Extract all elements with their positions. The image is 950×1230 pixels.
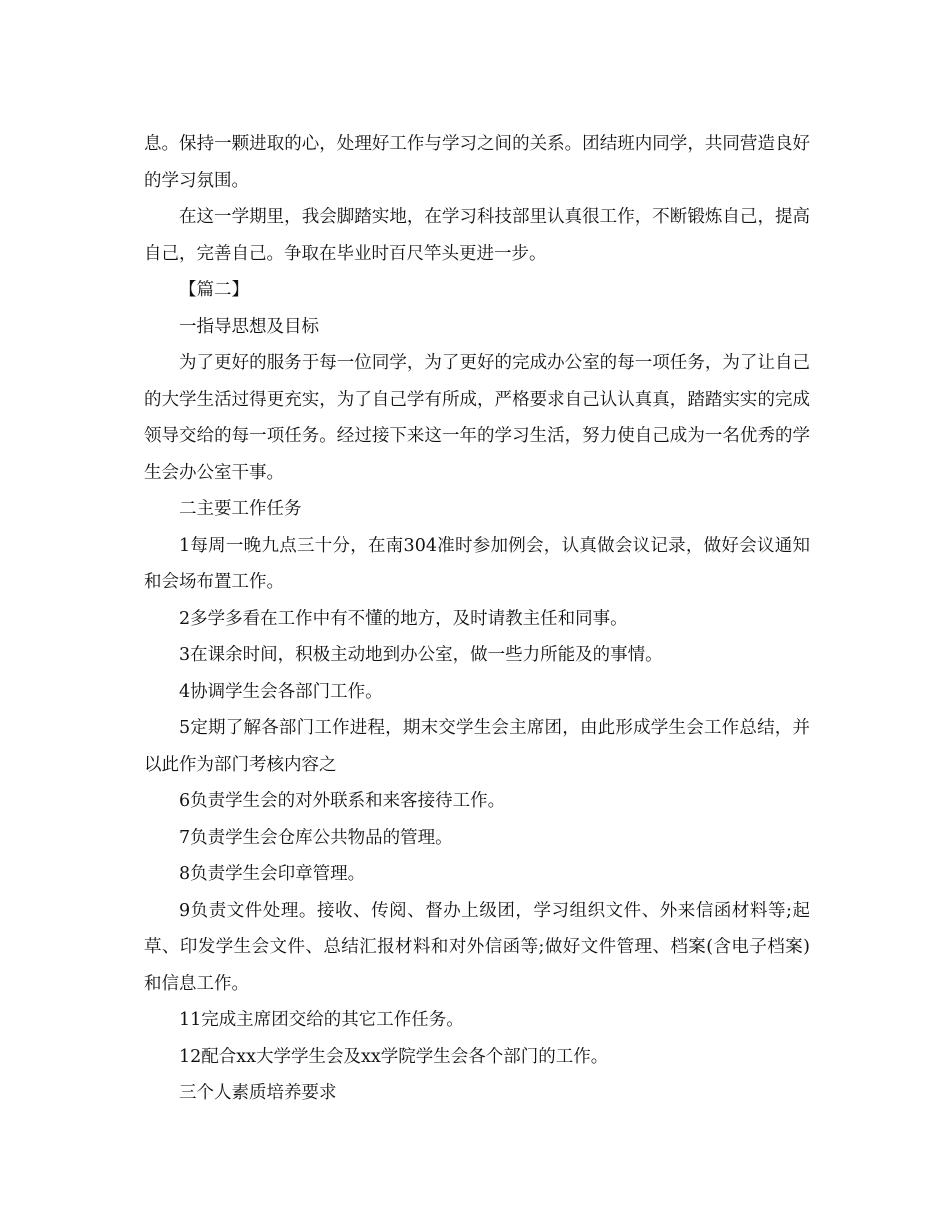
paragraph: 为了更好的服务于每一位同学，为了更好的完成办公室的每一项任务，为了让自己的大学生活过得更充实，为了自己学有所成，严格要求自己认认真真，踏踏实实的完成领导交给的每一项任务。经过接下来这一年的学习生活，努力使自己成为一名优秀的学生会办公室干事。 <box>144 353 810 483</box>
paragraph: 在这一学期里，我会脚踏实地，在学习科技部里认真很工作，不断锻炼自己，提高自己，完善自己。争取在毕业时百尺竿头更进一步。 <box>144 207 810 264</box>
list-item: 8负责学生会印章管理。 <box>179 864 366 884</box>
document-body <box>144 126 810 1112</box>
list-item: 5定期了解各部门工作进程，期末交学生会主席团，由此形成学生会工作总结，并以此作为部门考核内容之 <box>144 718 810 775</box>
section-heading: 二主要工作任务 <box>179 499 302 519</box>
section-heading: 三个人素质培养要求 <box>179 1083 337 1103</box>
list-item: 9负责文件处理。接收、传阅、督办上级团，学习组织文件、外来信函材料等;起草、印发学生会文件、总结汇报材料和对外信函等;做好文件管理、档案(含电子档案)和信息工作。 <box>144 900 810 994</box>
list-item: 6负责学生会的对外联系和来客接待工作。 <box>179 791 506 811</box>
list-item: 2多学多看在工作中有不懂的地方，及时请教主任和同事。 <box>179 608 628 629</box>
list-item: 1每周一晚九点三十分，在南304准时参加例会，认真做会议记录，做好会议通知和会场布置工作。 <box>144 535 810 592</box>
list-item: 11完成主席团交给的其它工作任务。 <box>179 1010 464 1030</box>
list-item: 3在课余时间，积极主动地到办公室，做一些力所能及的事情。 <box>179 645 663 665</box>
list-item: 4协调学生会各部门工作。 <box>179 681 383 702</box>
list-item: 12配合xx大学学生会及xx学院学生会各个部门的工作。 <box>179 1046 609 1067</box>
list-item: 7负责学生会仓库公共物品的管理。 <box>179 827 453 848</box>
paragraph: 息。保持一颗进取的心，处理好工作与学习之间的关系。团结班内同学，共同营造良好的学习氛围。 <box>144 134 810 191</box>
section-heading: 一指导思想及目标 <box>179 316 319 337</box>
section-heading: 【篇二】 <box>179 280 249 300</box>
